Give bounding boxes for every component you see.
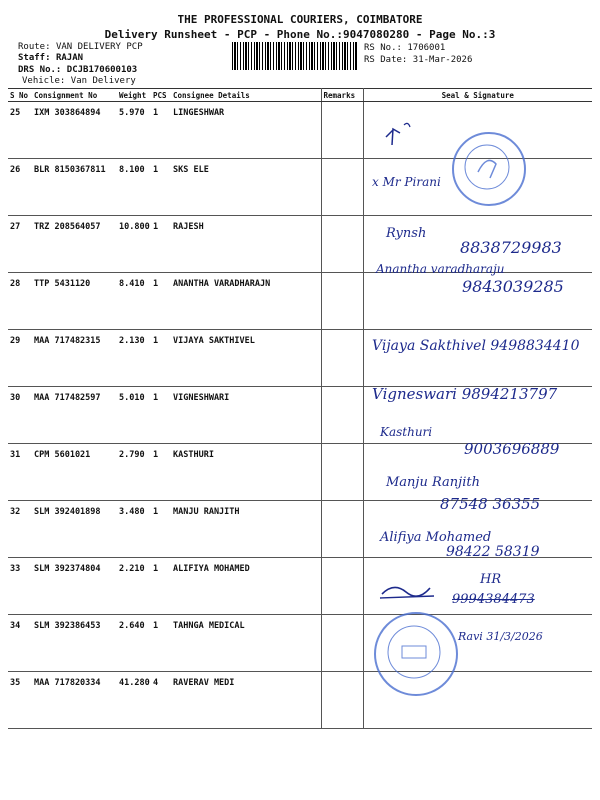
cell-name: KASTHURI	[171, 444, 321, 501]
runsheet-subtitle: Delivery Runsheet - PCP - Phone No.:9047080280 - Page No.:3	[104, 28, 496, 41]
cell-pcs: 1	[151, 387, 171, 444]
cell-remarks	[321, 159, 363, 216]
rs-no-value: 1706001	[407, 43, 446, 53]
handwriting-row-30: Vigneswari 9894213797	[372, 385, 558, 403]
cell-sno: 35	[8, 672, 32, 729]
cell-cons: MAA 717482315	[32, 330, 117, 387]
cell-cons: SLM 392374804	[32, 558, 117, 615]
cell-pcs: 4	[151, 672, 171, 729]
cell-name: RAVERAV MEDI	[171, 672, 321, 729]
cell-pcs: 1	[151, 216, 171, 273]
rs-date-label: RS Date:	[364, 55, 408, 65]
cell-name: MANJU RANJITH	[171, 501, 321, 558]
stamp-sks-electricals	[452, 132, 526, 206]
cell-cons: MAA 717482597	[32, 387, 117, 444]
handwriting-row-29: Vijaya Sakthivel 9498834410	[372, 338, 580, 354]
cell-sno: 29	[8, 330, 32, 387]
cell-weight: 8.410	[117, 273, 151, 330]
col-remarks-header: Remarks	[321, 89, 363, 102]
cell-weight: 2.790	[117, 444, 151, 501]
barcode	[232, 42, 358, 70]
rs-no-label: RS No.:	[364, 43, 402, 53]
cell-sno: 31	[8, 444, 32, 501]
col-weight-header: Weight	[117, 89, 151, 102]
cell-weight: 5.010	[117, 387, 151, 444]
cell-remarks	[321, 330, 363, 387]
cell-cons: BLR 8150367811	[32, 159, 117, 216]
col-sno-header: S No	[8, 89, 32, 102]
handwriting-row-31-name: Kasthuri	[380, 425, 433, 439]
cell-weight: 5.970	[117, 102, 151, 159]
table-row	[8, 672, 592, 729]
cell-sno: 25	[8, 102, 32, 159]
col-seal-header: Seal & Signature	[363, 89, 592, 102]
rs-date-info	[364, 55, 472, 65]
cell-remarks	[321, 444, 363, 501]
handwriting-row-28-phone: 9843039285	[462, 277, 564, 296]
route-label: Route:	[18, 42, 51, 52]
cell-remarks	[321, 672, 363, 729]
cell-remarks	[321, 273, 363, 330]
cell-sno: 34	[8, 615, 32, 672]
cell-sno: 28	[8, 273, 32, 330]
cell-pcs: 1	[151, 615, 171, 672]
handwriting-row-27-name: Rynsh	[386, 226, 427, 241]
col-consignee-header: Consignee Details	[171, 89, 321, 102]
cell-weight: 8.100	[117, 159, 151, 216]
table-header-row	[8, 89, 592, 102]
staff-info	[18, 53, 83, 63]
cell-name: RAJESH	[171, 216, 321, 273]
cell-cons: MAA 717820334	[32, 672, 117, 729]
drs-label: DRS No.:	[18, 65, 62, 75]
vehicle-info	[22, 76, 136, 86]
cell-cons: TTP 5431120	[32, 273, 117, 330]
cell-weight: 2.210	[117, 558, 151, 615]
cell-name: LINGESHWAR	[171, 102, 321, 159]
cell-pcs: 1	[151, 501, 171, 558]
vehicle-value: Van Delivery	[70, 76, 136, 86]
handwriting-row-26: x Mr Pirani	[372, 175, 441, 189]
col-pcs-header: PCS	[151, 89, 171, 102]
cell-pcs: 1	[151, 273, 171, 330]
table-row	[8, 615, 592, 672]
cell-weight: 2.640	[117, 615, 151, 672]
staff-label: Staff:	[18, 53, 51, 63]
signature-row-34-strike	[378, 578, 438, 608]
route-info	[18, 42, 143, 52]
cell-weight: 10.800	[117, 216, 151, 273]
cell-cons: SLM 392386453	[32, 615, 117, 672]
handwriting-row-34-phone: 9994384473	[452, 592, 535, 607]
handwriting-row-35: Ravi 31/3/2026	[458, 630, 543, 643]
cell-weight: 2.130	[117, 330, 151, 387]
stamp-sri-ravi-medicals	[374, 612, 458, 696]
rs-date-value: 31-Mar-2026	[412, 55, 473, 65]
cell-sno: 27	[8, 216, 32, 273]
cell-sno: 32	[8, 501, 32, 558]
cell-weight: 3.480	[117, 501, 151, 558]
handwriting-row-32-name: Manju Ranjith	[386, 475, 480, 490]
cell-cons: CPM 5601021	[32, 444, 117, 501]
cell-remarks	[321, 501, 363, 558]
cell-pcs: 1	[151, 102, 171, 159]
signature-row-25	[380, 115, 420, 155]
company-title: THE PROFESSIONAL COURIERS, COIMBATORE	[177, 13, 423, 26]
cell-cons: SLM 392401898	[32, 501, 117, 558]
cell-name: ANANTHA VARADHARAJN	[171, 273, 321, 330]
cell-pcs: 1	[151, 558, 171, 615]
rs-no-info	[364, 43, 445, 53]
cell-cons: IXM 303864894	[32, 102, 117, 159]
cell-remarks	[321, 102, 363, 159]
cell-name: ALIFIYA MOHAMED	[171, 558, 321, 615]
handwriting-row-34-name: HR	[480, 572, 502, 587]
col-consignment-header: Consignment No	[32, 89, 117, 102]
handwriting-row-32-phone: 87548 36355	[440, 495, 541, 513]
drs-value: DCJB170600103	[66, 65, 138, 75]
staff-value: RAJAN	[55, 53, 84, 63]
cell-pcs: 1	[151, 330, 171, 387]
drs-info	[18, 65, 137, 75]
cell-weight: 41.280	[117, 672, 151, 729]
handwriting-row-27-phone: 8838729983	[460, 238, 562, 257]
cell-pcs: 1	[151, 444, 171, 501]
cell-name: SKS ELE	[171, 159, 321, 216]
cell-remarks	[321, 387, 363, 444]
handwriting-row-33-name: Alifiya Mohamed	[380, 530, 492, 545]
handwriting-row-31-phone: 9003696889	[464, 440, 560, 458]
cell-sno: 26	[8, 159, 32, 216]
cell-remarks	[321, 615, 363, 672]
vehicle-label: Vehicle:	[22, 76, 66, 86]
cell-remarks	[321, 216, 363, 273]
route-value: VAN DELIVERY PCP	[55, 42, 143, 52]
cell-cons: TRZ 208564057	[32, 216, 117, 273]
handwriting-row-33-phone: 98422 58319	[446, 544, 540, 560]
cell-sno: 30	[8, 387, 32, 444]
handwriting-row-28-name: Anantha varadharaju	[376, 262, 505, 276]
cell-name: VIGNESHWARI	[171, 387, 321, 444]
cell-name: TAHNGA MEDICAL	[171, 615, 321, 672]
cell-name: VIJAYA SAKTHIVEL	[171, 330, 321, 387]
cell-sno: 33	[8, 558, 32, 615]
cell-remarks	[321, 558, 363, 615]
cell-pcs: 1	[151, 159, 171, 216]
